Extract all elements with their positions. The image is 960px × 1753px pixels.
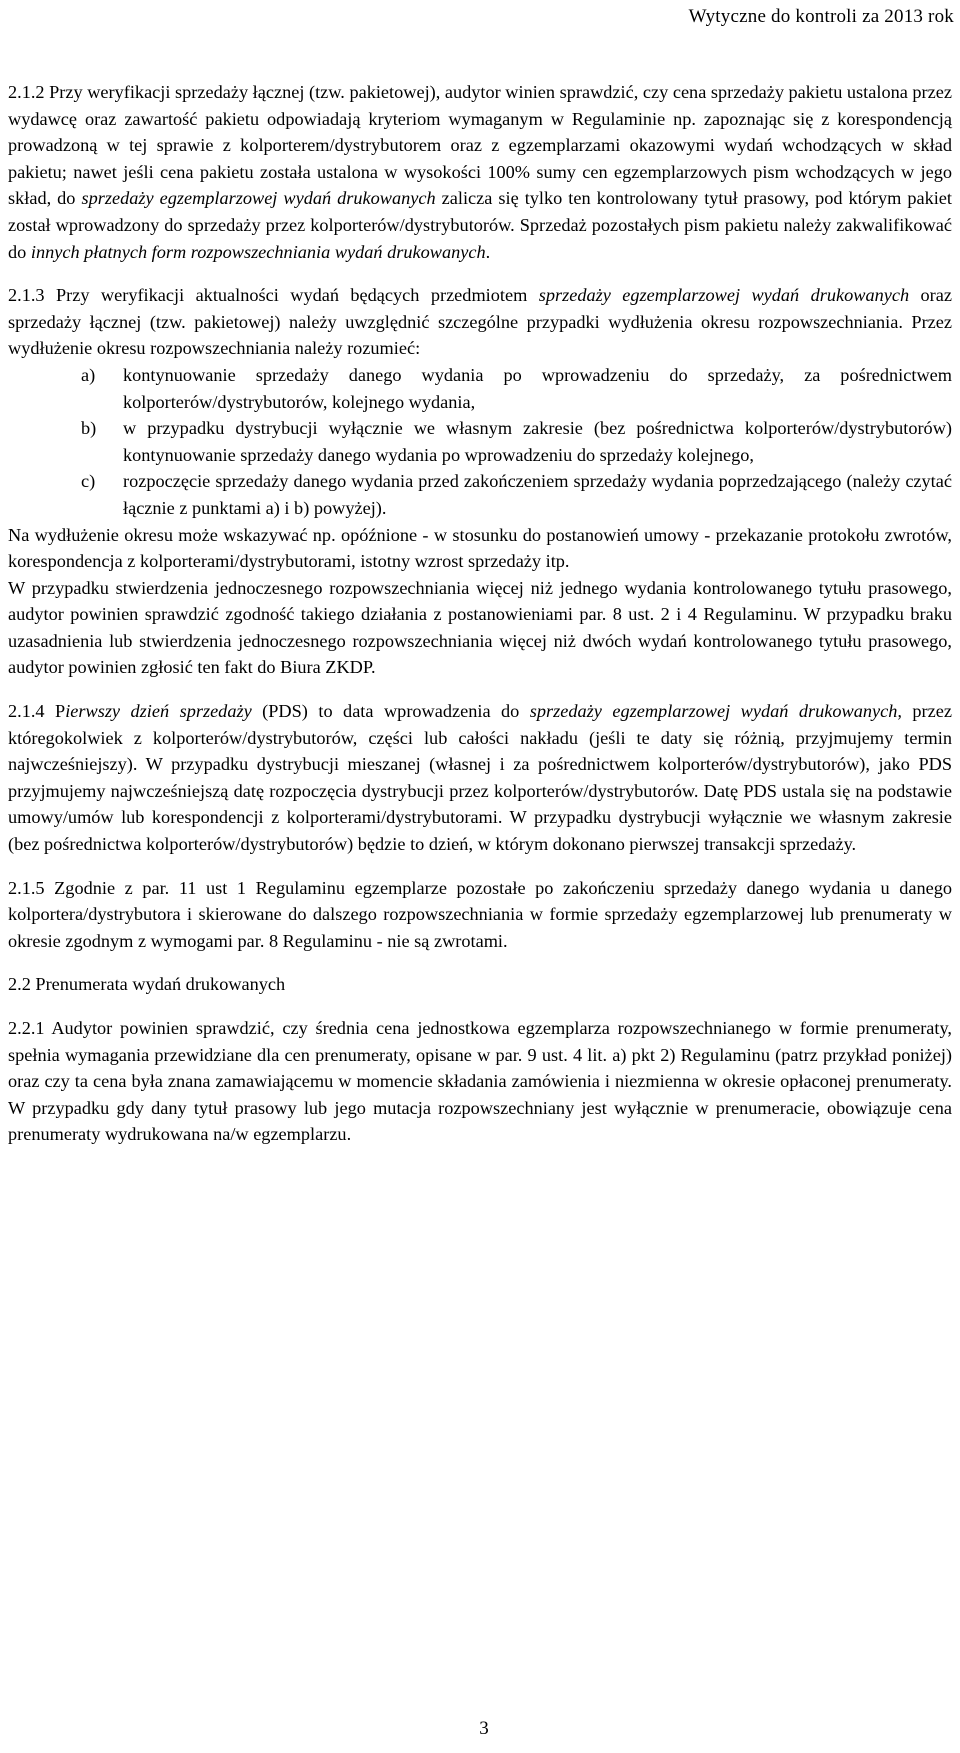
- paragraph-text: 2.1.4 P: [8, 701, 66, 722]
- paragraph-2-1-3: [8, 282, 952, 362]
- paragraph-2-2-1: 2.2.1 Audytor powinien sprawdzić, czy średnia cena jednostkowa egzemplarza rozpowszechnianego w formie prenumeraty, spełnia wymagania przewidziane dla cen prenumeraty, opisane w par. 9 ust. 4 lit. a) pkt 2) Regulaminu (patrz przykład poniżej) oraz czy ta cena była znana zamawiającemu w momencie składania zamówienia i niezmienna w okresie opłaconej prenumeraty. W przypadku gdy dany tytuł prasowy lub jego mutacja rozpowszechniany jest wyłącznie w prenumeracie, obowiązuje cena prenumeraty wydrukowana na/w egzemplarzu.: [8, 1018, 952, 1145]
- document-body: [8, 79, 952, 1148]
- section-heading-2-2: 2.2 Prenumerata wydań drukowanych: [8, 974, 286, 995]
- italic-term: ierwszy dzień sprzedaży: [65, 701, 252, 722]
- paragraph-text: zalicza się tylko ten kontrolowany tytuł prasowy, pod którym pakiet został wprowadzony do sprzedaży przez kolporterów/dystrybutorów. Sprzedaż pozostałych pism pakietu należy zakwalifikować do: [8, 188, 952, 262]
- list-marker: b): [81, 418, 97, 439]
- list-item-text: kontynuowanie sprzedaży danego wydania po wprowadzeniu do sprzedaży, za pośrednictwem kolporterów/dystrybutorów, kolejnego wydania,: [123, 364, 952, 412]
- paragraph-2-1-2: [8, 79, 952, 265]
- paragraph-simultaneous-distribution: W przypadku stwierdzenia jednoczesnego rozpowszechniania więcej niż jednego wydania kontrolowanego tytułu prasowego, audytor powinien sprawdzić zgodność takiego działania z postanowieniami par. 8 ust. 2 i 4 Regulaminu. W przypadku braku uzasadnienia lub stwierdzenia jednoczesnego rozpowszechniania więcej niż dwóch wydań kontrolowanego tytułu prasowego, audytor powinien zgłosić ten fakt do Biura ZKDP.: [8, 577, 952, 678]
- paragraph-text: przez któregokolwiek z kolporterów/dystrybutorów, części lub całości nakładu (jeśli te daty się różnią, przyjmujemy termin najwcześniejszy). W przypadku dystrybucji mieszanej (własnej i za pośrednictwem kolporterów/dystrybutorów), jako PDS przyjmujemy najwcześniejszą datę rozpoczęcia dystrybucji przez kolporterów/dystrybutorów. Datę PDS ustala się na podstawie umowy/umów lub korespondencji z kolporterami/dystrybutorami. W przypadku dystrybucji wyłącznie we własnym zakresie (bez pośrednictwa kolporterów/dystrybutorów) będzie to dzień, w którym dokonano pierwszej transakcji sprzedaży.: [8, 701, 952, 855]
- italic-term: sprzedaży egzemplarzowej wydań drukowanych,: [529, 701, 902, 722]
- list-marker: a): [81, 364, 96, 385]
- paragraph-2-1-4: [8, 698, 952, 858]
- list-marker: c): [81, 471, 96, 492]
- list-item: [8, 362, 952, 415]
- running-header: Wytyczne do kontroli za 2013 rok: [688, 6, 954, 27]
- paragraph-text: 2.1.2 Przy weryfikacji sprzedaży łącznej (tzw. pakietowej), audytor winien sprawdzić, czy cena sprzedaży pakietu ustalona przez wydawcę oraz zawartość pakietu odpowiadają kryteriom wymaganym w Regulaminie np. zapoznając się z korespondencją prowadzoną w tej sprawie z kolporterem/dystrybutorem oraz z egzemplarzami okazowymi wydań wchodzących w skład pakietu; nawet jeśli cena pakietu została ustalona w wysokości 100% sumy cen egzemplarzowych pism wchodzących w jego skład, do: [8, 82, 952, 209]
- paragraph-indicators: Na wydłużenie okresu może wskazywać np. opóźnione - w stosunku do postanowień umowy - przekazanie protokołu zwrotów, korespondencja z kolporterami/dystrybutorami, istotny wzrost sprzedaży itp.: [8, 524, 952, 572]
- list-item-text: rozpoczęcie sprzedaży danego wydania przed zakończeniem sprzedaży wydania poprzedzającego (należy czytać łącznie z punktami a) i b) powyżej).: [123, 471, 952, 518]
- extension-cases-list: [8, 362, 952, 522]
- paragraph-2-1-5: 2.1.5 Zgodnie z par. 11 ust 1 Regulaminu egzemplarze pozostałe po zakończeniu sprzedaży danego wydania u danego kolportera/dystrybutora i skierowane do dalszego rozpowszechniania w formie sprzedaży egzemplarzowej lub prenumeraty w okresie zgodnym z wymogami par. 8 Regulaminu - nie są zwrotami.: [8, 877, 952, 951]
- paragraph-text: (PDS) to data wprowadzenia do: [251, 701, 530, 722]
- paragraph-text: .: [485, 241, 491, 262]
- paragraph-text: oraz sprzedaży łącznej (tzw. pakietowej) należy uwzględnić szczególne przypadki wydłużenia okresu rozpowszechniania. Przez wydłużenie okresu rozpowszechniania należy rozumieć:: [8, 285, 953, 359]
- italic-term: sprzedaży egzemplarzowej wydań drukowanych: [538, 285, 910, 306]
- list-item-text: w przypadku dystrybucji wyłącznie we własnym zakresie (bez pośrednictwa kolporterów/dystrybutorów) kontynuowanie sprzedaży danego wydania po wprowadzeniu do sprzedaży kolejnego,: [123, 418, 952, 465]
- list-item: [8, 415, 952, 468]
- italic-term: sprzedaży egzemplarzowej wydań drukowanych: [81, 188, 436, 209]
- list-item: [8, 468, 952, 521]
- page-number: 3: [479, 1718, 489, 1739]
- paragraph-text: 2.1.3 Przy weryfikacji aktualności wydań będących przedmiotem: [8, 285, 539, 306]
- italic-term: innych płatnych form rozpowszechniania wydań drukowanych: [30, 241, 486, 262]
